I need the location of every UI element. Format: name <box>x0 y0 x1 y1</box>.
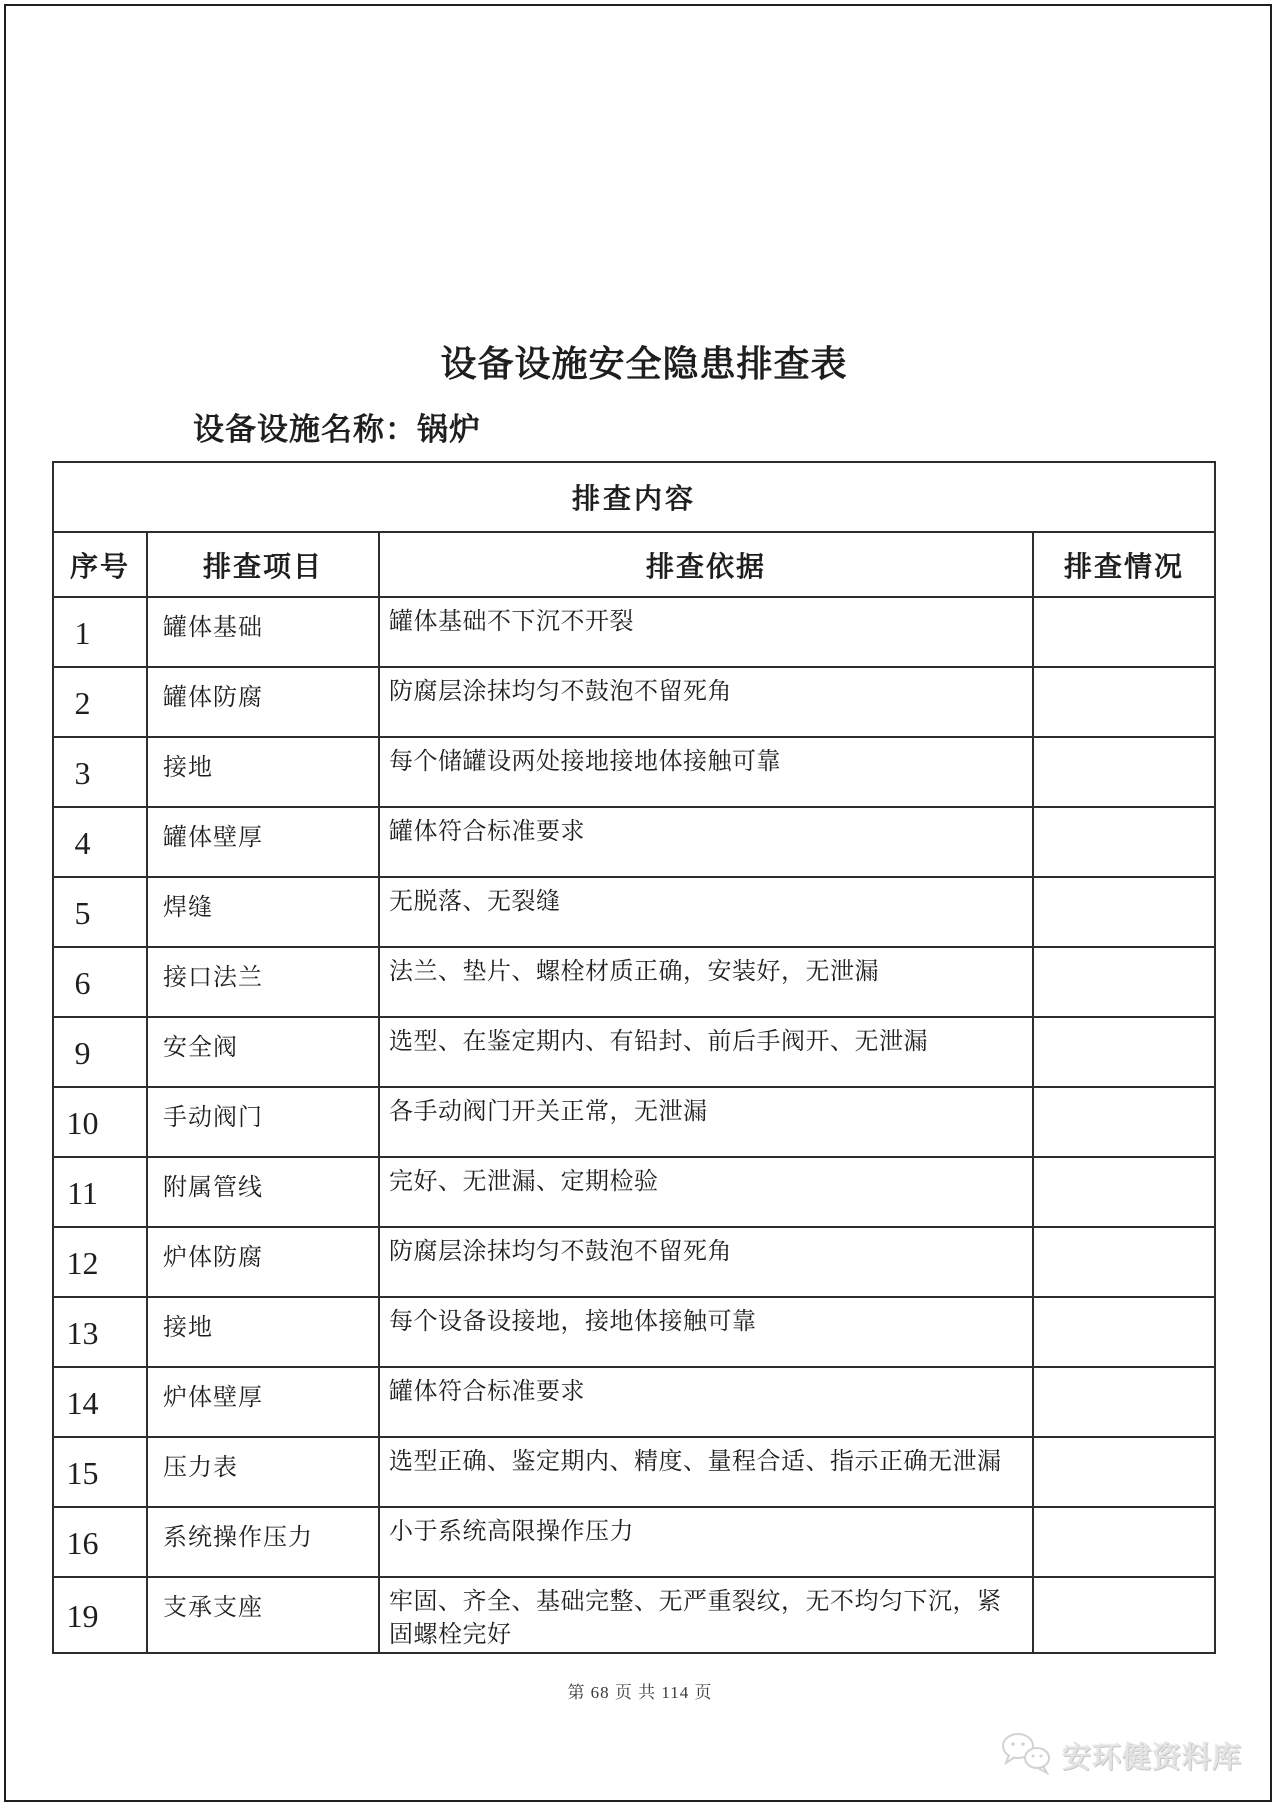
inspection-basis-cell: 罐体符合标准要求 <box>379 1367 1033 1437</box>
row-number-cell: 12 <box>53 1227 147 1297</box>
column-header-status: 排查情况 <box>1033 532 1215 597</box>
inspection-item-cell: 手动阀门 <box>147 1087 379 1157</box>
row-number-cell: 2 <box>53 667 147 737</box>
checklist-body <box>53 597 1215 1653</box>
inspection-table <box>52 461 1216 1654</box>
row-number-cell: 4 <box>53 807 147 877</box>
row-number-cell: 1 <box>53 597 147 667</box>
inspection-basis-cell: 完好、无泄漏、定期检验 <box>379 1157 1033 1227</box>
inspection-status-cell <box>1033 1157 1215 1227</box>
inspection-status-cell <box>1033 737 1215 807</box>
inspection-item-cell: 压力表 <box>147 1437 379 1507</box>
table-section-header-row <box>53 462 1215 532</box>
table-row <box>53 667 1215 737</box>
inspection-item-cell: 支承支座 <box>147 1577 379 1653</box>
inspection-status-cell <box>1033 807 1215 877</box>
inspection-status-cell <box>1033 1297 1215 1367</box>
column-header-no: 序号 <box>53 532 147 597</box>
inspection-item-cell: 接口法兰 <box>147 947 379 1017</box>
inspection-basis-cell: 防腐层涂抹均匀不鼓泡不留死角 <box>379 1227 1033 1297</box>
row-number-cell: 10 <box>53 1087 147 1157</box>
row-number-cell: 9 <box>53 1017 147 1087</box>
row-number-cell: 19 <box>53 1577 147 1653</box>
table-row <box>53 1017 1215 1087</box>
inspection-item-cell: 罐体基础 <box>147 597 379 667</box>
chat-bubbles-icon <box>999 1731 1055 1780</box>
table-row <box>53 947 1215 1017</box>
page-title: 设备设施安全隐患排查表 <box>440 344 848 384</box>
column-header-item: 排查项目 <box>147 532 379 597</box>
row-number-cell: 6 <box>53 947 147 1017</box>
inspection-status-cell <box>1033 1227 1215 1297</box>
inspection-item-cell: 炉体防腐 <box>147 1227 379 1297</box>
row-number-cell: 14 <box>53 1367 147 1437</box>
inspection-status-cell <box>1033 1437 1215 1507</box>
inspection-status-cell <box>1033 597 1215 667</box>
table-row <box>53 597 1215 667</box>
inspection-basis-cell: 牢固、齐全、基础完整、无严重裂纹，无不均匀下沉，紧固螺栓完好 <box>379 1577 1033 1653</box>
table-column-header-row <box>53 532 1215 597</box>
table-row <box>53 737 1215 807</box>
inspection-status-cell <box>1033 1507 1215 1577</box>
inspection-status-cell <box>1033 1367 1215 1437</box>
watermark <box>999 1731 1242 1780</box>
inspection-status-cell <box>1033 947 1215 1017</box>
table-row <box>53 1157 1215 1227</box>
inspection-status-cell <box>1033 667 1215 737</box>
inspection-basis-cell: 防腐层涂抹均匀不鼓泡不留死角 <box>379 667 1033 737</box>
inspection-item-cell: 附属管线 <box>147 1157 379 1227</box>
inspection-item-cell: 接地 <box>147 1297 379 1367</box>
table-row <box>53 1367 1215 1437</box>
inspection-item-cell: 罐体壁厚 <box>147 807 379 877</box>
table-row <box>53 1297 1215 1367</box>
inspection-item-cell: 罐体防腐 <box>147 667 379 737</box>
equipment-name-label: 设备设施名称：锅炉 <box>193 412 481 447</box>
inspection-status-cell <box>1033 1087 1215 1157</box>
row-number-cell: 11 <box>53 1157 147 1227</box>
inspection-basis-cell: 罐体基础不下沉不开裂 <box>379 597 1033 667</box>
inspection-basis-cell: 选型正确、鉴定期内、精度、量程合适、指示正确无泄漏 <box>379 1437 1033 1507</box>
row-number-cell: 3 <box>53 737 147 807</box>
table-row <box>53 1437 1215 1507</box>
inspection-status-cell <box>1033 1017 1215 1087</box>
page-number-footer: 第 68 页 共 114 页 <box>567 1683 713 1702</box>
row-number-cell: 16 <box>53 1507 147 1577</box>
table-row <box>53 877 1215 947</box>
table-row <box>53 807 1215 877</box>
inspection-item-cell: 安全阀 <box>147 1017 379 1087</box>
inspection-status-cell <box>1033 877 1215 947</box>
inspection-basis-cell: 选型、在鉴定期内、有铅封、前后手阀开、无泄漏 <box>379 1017 1033 1087</box>
inspection-basis-cell: 每个储罐设两处接地接地体接触可靠 <box>379 737 1033 807</box>
inspection-basis-cell: 小于系统高限操作压力 <box>379 1507 1033 1577</box>
table-row <box>53 1577 1215 1653</box>
row-number-cell: 13 <box>53 1297 147 1367</box>
inspection-item-cell: 系统操作压力 <box>147 1507 379 1577</box>
inspection-basis-cell: 每个设备设接地，接地体接触可靠 <box>379 1297 1033 1367</box>
section-header-cell: 排查内容 <box>53 462 1215 532</box>
inspection-item-cell: 焊缝 <box>147 877 379 947</box>
table-row <box>53 1087 1215 1157</box>
watermark-text: 安环健资料库 <box>1061 1742 1242 1774</box>
row-number-cell: 5 <box>53 877 147 947</box>
inspection-basis-cell: 各手动阀门开关正常，无泄漏 <box>379 1087 1033 1157</box>
inspection-basis-cell: 无脱落、无裂缝 <box>379 877 1033 947</box>
inspection-item-cell: 炉体壁厚 <box>147 1367 379 1437</box>
column-header-basis: 排查依据 <box>379 532 1033 597</box>
inspection-basis-cell: 法兰、垫片、螺栓材质正确，安装好，无泄漏 <box>379 947 1033 1017</box>
table-row <box>53 1227 1215 1297</box>
row-number-cell: 15 <box>53 1437 147 1507</box>
inspection-status-cell <box>1033 1577 1215 1653</box>
inspection-item-cell: 接地 <box>147 737 379 807</box>
inspection-basis-cell: 罐体符合标准要求 <box>379 807 1033 877</box>
table-row <box>53 1507 1215 1577</box>
